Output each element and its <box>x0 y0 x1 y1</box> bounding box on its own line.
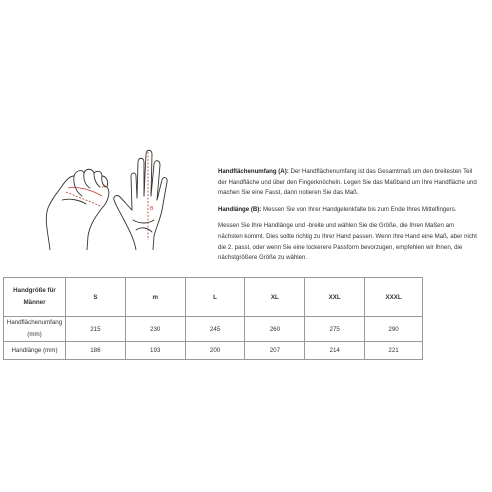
size-xxxl: XXXL <box>365 278 423 317</box>
header-label: Handgröße für Männer <box>4 278 66 317</box>
size-table <box>3 277 423 360</box>
paragraph-b <box>218 205 480 216</box>
size-m: m <box>125 278 185 317</box>
measurement-description <box>218 167 480 270</box>
table-cell: 245 <box>185 317 245 342</box>
table-cell: 260 <box>245 317 305 342</box>
size-xl: XL <box>245 278 305 317</box>
hand-measurement-illustration <box>40 140 210 250</box>
paragraph-advice: Messen Sie Ihre Handlänge und -breite und wählen Sie die Größe, die Ihren Maßen am nächsten kommt. Dies sollte richtig zu Ihrer Hand passen. Wenn Ihre Hand eine Maß, aber nicht die 2. passt, oder wenn Sie eine lockerere Passform bevorzugen, empfehlen wir Ihnen, die nächstgrößere Größe zu wählen. <box>218 222 477 262</box>
text-handflaechenumfang: Der Handflächenumfang ist das Gesamtmaß um den breitesten Teil der Handfläche und über den Fingerknöcheln. Legen Sie das Maßband um Ihre Handfläche und machen Sie eine Faust, dann notieren Sie das Maß. <box>218 168 477 197</box>
table-cell: 290 <box>365 317 423 342</box>
paragraph-a <box>218 167 480 199</box>
label-b: B <box>150 206 154 212</box>
text-handlaenge: Messen Sie von Ihrer Handgelenkfalte bis zum Ende Ihres Mittelfingers. <box>263 205 457 213</box>
size-s: S <box>65 278 125 317</box>
table-cell: 215 <box>65 317 125 342</box>
table-cell: 221 <box>365 342 423 360</box>
row-label-length: Handlänge (mm) <box>4 342 66 360</box>
table-cell: 193 <box>125 342 185 360</box>
row-label-palm: Handflächenumfang (mm) <box>4 317 66 342</box>
fist-hand-drawing <box>46 169 109 250</box>
table-cell: 275 <box>305 317 365 342</box>
label-handlaenge: Handlänge (B): <box>218 205 262 213</box>
label-handflaechenumfang: Handflächenumfang (A): <box>218 168 289 175</box>
size-l: L <box>185 278 245 317</box>
table-cell: 207 <box>245 342 305 360</box>
table-row <box>4 342 423 360</box>
size-xxl: XXL <box>305 278 365 317</box>
table-cell: 186 <box>65 342 125 360</box>
size-header-row <box>4 278 423 317</box>
table-row <box>4 317 423 342</box>
table-cell: 230 <box>125 317 185 342</box>
label-a: A <box>102 184 106 190</box>
table-cell: 214 <box>305 342 365 360</box>
open-hand-drawing <box>114 150 167 250</box>
table-cell: 200 <box>185 342 245 360</box>
